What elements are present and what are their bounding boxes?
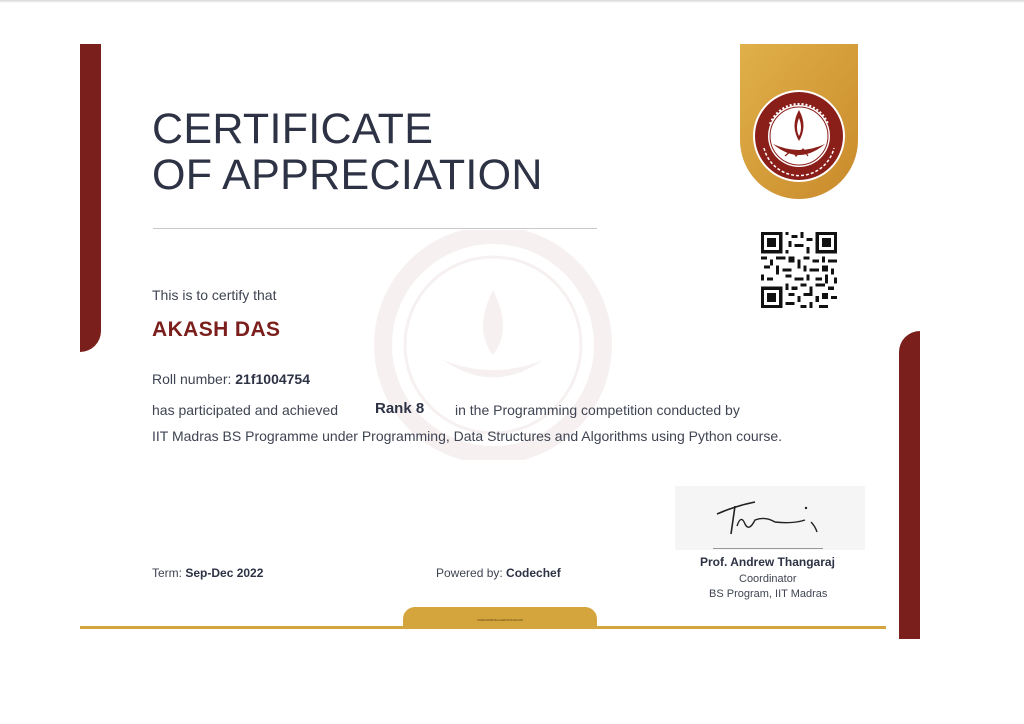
powered-value: Codechef: [506, 566, 561, 580]
qr-code-icon: [761, 232, 837, 308]
iit-madras-emblem-icon: [740, 44, 858, 199]
top-shadow: [0, 0, 1024, 3]
term-line: [152, 566, 263, 580]
title-line-2: OF APPRECIATION: [152, 151, 543, 199]
term-value: Sep-Dec 2022: [185, 566, 264, 580]
powered-label: Powered by:: [436, 566, 503, 580]
title-line-1: CERTIFICATE: [152, 105, 434, 153]
signatory-organization: BS Program, IIT Madras: [709, 588, 828, 600]
participation-text: has participated and achieved: [152, 402, 339, 418]
recipient-name: AKASH DAS: [152, 318, 281, 341]
rank-value: Rank 8: [375, 400, 425, 417]
certificate-id: 23MA0H0M4Dvs3a8v3hNrd2ntc8f: [477, 618, 523, 622]
certify-intro: This is to certify that: [152, 287, 277, 303]
signatory-name: Prof. Andrew Thangaraj: [700, 555, 835, 569]
competition-text: in the Programming competition conducted by: [455, 402, 740, 418]
signature-line: [713, 548, 823, 549]
signature-icon: [675, 486, 865, 550]
roll-number-label: Roll number:: [152, 371, 232, 387]
signatory-role: Coordinator: [739, 573, 797, 585]
roll-number-value: 21f1004754: [235, 371, 311, 387]
certificate-title: [152, 106, 543, 198]
watermark-emblem-icon: [368, 230, 618, 460]
powered-by-line: [436, 566, 561, 580]
course-text: IIT Madras BS Programme under Programming, Data Structures and Algorithms using Python course.: [152, 428, 783, 444]
right-maroon-bar: [899, 331, 920, 639]
title-divider: [153, 228, 597, 229]
term-label: Term:: [152, 566, 182, 580]
roll-number-line: [152, 371, 310, 387]
left-maroon-bar: [80, 44, 101, 352]
